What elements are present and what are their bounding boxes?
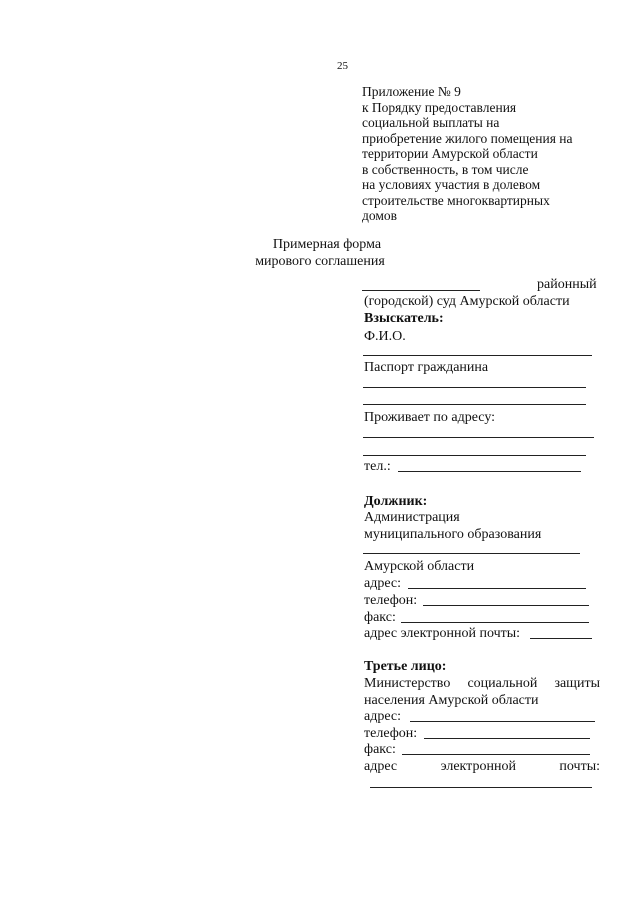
claimant-address-field-2[interactable] — [363, 455, 586, 456]
claimant-fio-label: Ф.И.О. — [364, 329, 406, 344]
debtor-heading: Должник: — [364, 494, 428, 509]
form-title-line2: мирового соглашения — [255, 254, 385, 269]
third-party-org-word: защиты — [554, 676, 600, 691]
page-number: 25 — [337, 60, 348, 72]
third-party-heading: Третье лицо: — [364, 659, 447, 674]
appendix-line: на условиях участия в долевом — [362, 177, 541, 192]
form-title-line1: Примерная форма — [272, 237, 382, 252]
debtor-address-label: адрес: — [364, 576, 402, 591]
claimant-passport-field-1[interactable] — [363, 387, 586, 388]
debtor-line1: Администрация — [364, 510, 460, 525]
appendix-line: Приложение № 9 — [362, 84, 461, 99]
appendix-line: в собственность, в том числе — [362, 161, 529, 177]
debtor-fax-field[interactable] — [401, 622, 589, 623]
third-party-fax-field[interactable] — [402, 754, 590, 755]
appendix-line: к Порядку предоставления — [362, 99, 517, 115]
debtor-email-field[interactable] — [530, 638, 592, 639]
third-party-phone-field[interactable] — [424, 738, 590, 739]
third-party-address-label: адрес: — [364, 709, 402, 724]
claimant-address-field-1[interactable] — [363, 437, 594, 438]
third-party-email-field[interactable] — [370, 787, 592, 788]
appendix-line: социальной выплаты на — [362, 115, 500, 130]
appendix-block — [362, 84, 573, 224]
third-party-org-word: социальной — [467, 676, 538, 691]
third-party-address-field[interactable] — [410, 721, 595, 722]
claimant-phone-field[interactable] — [398, 471, 581, 472]
claimant-fio-field[interactable] — [363, 355, 592, 356]
court-name-field[interactable] — [362, 290, 480, 291]
appendix-line: строительстве многоквартирных — [362, 192, 550, 208]
debtor-region: Амурской области — [364, 559, 475, 574]
form-title — [250, 236, 390, 270]
appendix-line: территории Амурской области — [362, 146, 538, 161]
third-party-org-word: Министерство — [364, 676, 451, 691]
court-suffix: районный — [537, 277, 597, 292]
third-party-org-line1 — [364, 676, 600, 692]
third-party-email-word: почты: — [559, 759, 600, 774]
third-party-org-line2: населения Амурской области — [364, 693, 539, 708]
debtor-email-label: адрес электронной почты: — [364, 626, 521, 641]
debtor-line2: муниципального образования — [364, 527, 542, 542]
claimant-passport-label: Паспорт гражданина — [364, 360, 489, 375]
court-line2: (городской) суд Амурской области — [364, 294, 570, 309]
third-party-email-word: адрес — [364, 759, 398, 774]
debtor-fax-label: факс: — [364, 610, 396, 625]
third-party-fax-label: факс: — [364, 742, 396, 757]
third-party-phone-label: телефон: — [364, 726, 418, 741]
claimant-address-label: Проживает по адресу: — [364, 410, 496, 425]
appendix-line: приобретение жилого помещения на — [362, 130, 573, 146]
third-party-email-word: электронной — [440, 759, 516, 774]
claimant-passport-field-2[interactable] — [363, 404, 586, 405]
claimant-heading: Взыскатель: — [364, 311, 444, 326]
debtor-municipality-field[interactable] — [363, 553, 580, 554]
third-party-email-label — [364, 759, 600, 775]
claimant-phone-label: тел.: — [364, 459, 391, 474]
debtor-phone-field[interactable] — [423, 605, 589, 606]
debtor-phone-label: телефон: — [364, 593, 418, 608]
debtor-address-field[interactable] — [408, 588, 586, 589]
appendix-line: домов — [362, 208, 398, 223]
